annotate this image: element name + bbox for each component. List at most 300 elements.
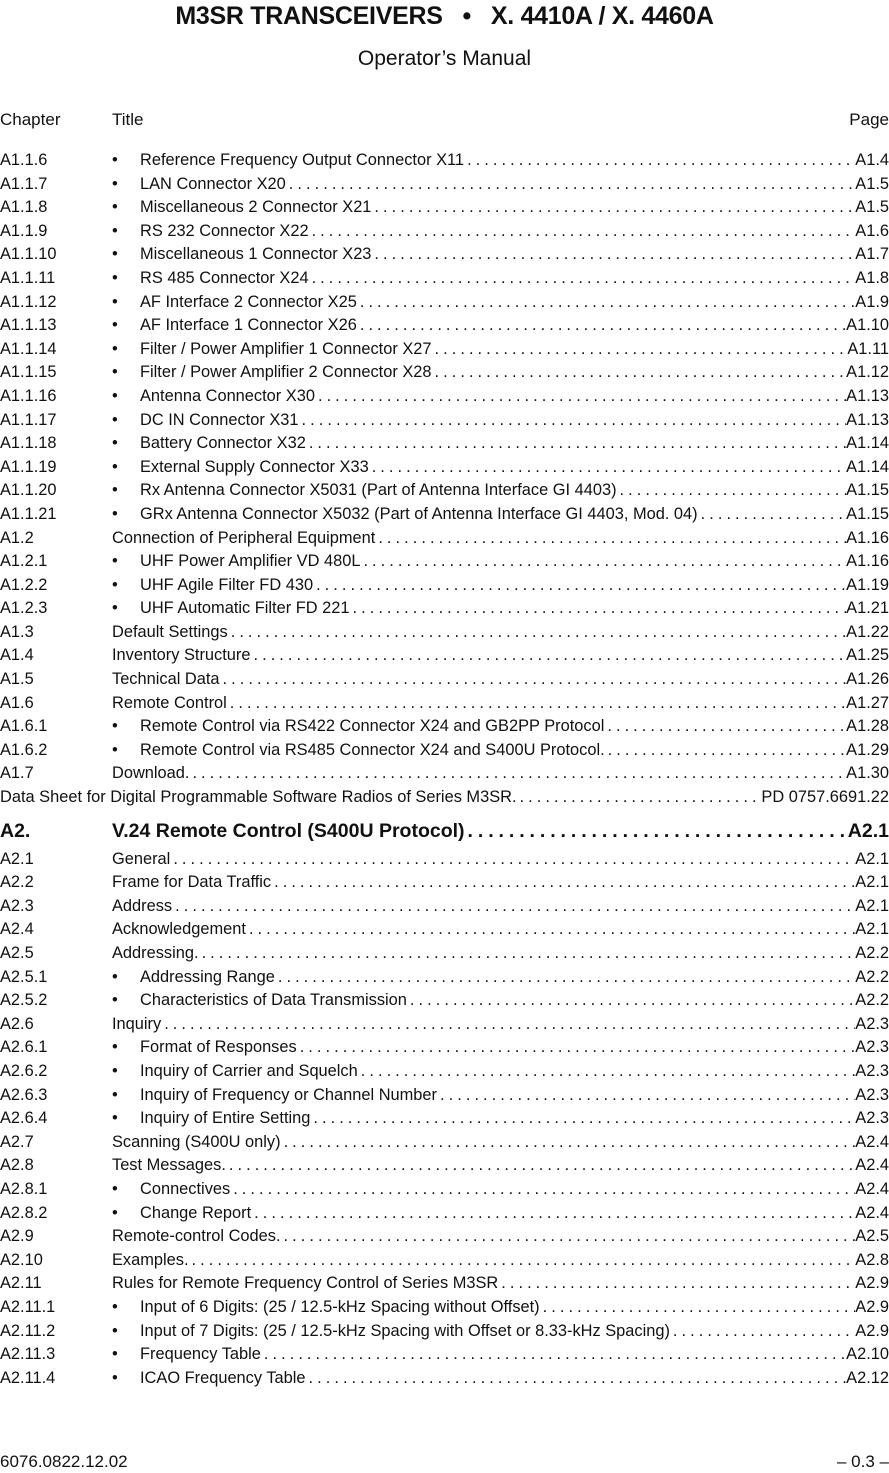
bullet-icon: • [112,386,118,405]
toc-entry[interactable] [0,1225,889,1249]
entry-title: Inventory Structure [112,646,251,665]
dot-leader [189,762,846,786]
dot-leader [299,409,847,433]
bullet-icon: • [112,1345,118,1364]
entry-title: Input of 6 Digits: (25 / 12.5-kHz Spacing without Offset) [140,1297,540,1316]
page-reference: A2.5 [855,1227,889,1246]
page-reference: A1.22 [846,622,889,641]
dot-leader [310,1107,855,1131]
toc-entry[interactable] [0,574,889,598]
entry-title: Acknowledgement [112,920,246,939]
toc-entry[interactable] [0,196,889,220]
page-reference: A2.3 [855,1109,889,1128]
chapter-number: A2.11.3 [0,1345,56,1364]
toc-entry[interactable] [0,1036,889,1060]
page-reference: A2.12 [846,1368,889,1387]
bullet-icon: • [112,599,118,618]
entry-title: Frequency Table [140,1345,261,1364]
bullet-icon: • [112,221,118,240]
entry-title: Technical Data [112,670,220,689]
dot-leader [309,220,856,244]
page-reference: A1.10 [846,316,889,335]
toc-entry[interactable] [0,1343,889,1367]
dot-leader [498,1272,855,1296]
chapter-number: A2.1 [0,849,34,868]
chapter-number: A1.2.1 [0,552,48,571]
chapter-number: A1.6.2 [0,740,48,759]
page-reference: A1.5 [855,198,889,217]
page-reference: A2.2 [855,967,889,986]
bullet-icon: • [112,339,118,358]
page-reference: A2.1 [847,819,889,842]
dot-leader [281,1225,856,1249]
dot-leader [199,942,856,966]
chapter-number: A2.11.2 [0,1321,56,1340]
dot-leader [375,527,846,551]
entry-title: Antenna Connector X30 [140,386,315,405]
bullet-icon: • [112,1085,118,1104]
chapter-number: A2.8 [0,1156,34,1175]
dot-leader [517,786,762,810]
toc-entry[interactable] [0,338,889,362]
toc-entry[interactable] [0,644,889,668]
entry-title: Inquiry of Entire Setting [140,1109,311,1128]
toc-entry[interactable] [0,814,889,848]
bullet-icon: • [112,292,118,311]
dot-leader [670,1320,855,1344]
entry-title: Connection of Peripheral Equipment [112,528,376,547]
entry-title: Input of 7 Digits: (25 / 12.5-kHz Spacing with Offset or 8.33-kHz Spacing) [140,1321,670,1340]
bullet-icon: • [112,363,118,382]
bullet-icon: • [112,198,118,217]
dot-leader [275,966,855,990]
toc-entry[interactable] [0,267,889,291]
page-reference: A2.2 [855,991,889,1010]
page-reference: A1.14 [846,434,889,453]
entry-title: Remote-control Codes. [112,1227,281,1246]
dot-leader [170,848,855,872]
column-header-chapter: Chapter [0,110,61,129]
page-reference: A2.2 [855,944,889,962]
toc-entry[interactable] [0,1202,889,1226]
dot-leader [369,456,846,480]
dot-leader [371,243,855,267]
dot-leader [357,314,846,338]
page-reference: A2.1 [855,873,889,892]
entry-title: Remote Control [112,693,227,712]
page-reference: A1.9 [855,292,889,311]
bullet-icon: • [112,1038,118,1057]
bullet-icon: • [112,1179,118,1198]
column-header-title: Title [112,110,144,129]
entry-title: AF Interface 1 Connector X26 [140,316,357,335]
page-reference: A2.1 [855,896,889,915]
dot-leader [286,173,856,197]
chapter-number: A2.6 [0,1014,34,1033]
page-reference: A1.26 [846,670,889,689]
toc-entry[interactable] [0,385,889,409]
entry-title: Inquiry of Carrier and Squelch [140,1061,358,1080]
dot-leader [172,895,855,919]
dot-leader [315,385,846,409]
chapter-number: A1.1.11 [0,268,56,287]
toc-entry[interactable] [0,550,889,574]
dot-leader [297,1036,856,1060]
bullet-icon: • [112,151,118,169]
bullet-icon: • [112,1109,118,1128]
dot-leader [306,432,846,456]
entry-title: External Supply Connector X33 [140,457,369,476]
footer-page-number: – 0.3 – [837,1452,889,1471]
entry-title: Change Report [140,1203,252,1222]
toc-entry[interactable] [0,989,889,1013]
toc-entry[interactable] [0,409,889,433]
toc-entry[interactable] [0,149,889,173]
dot-leader [605,739,846,763]
bullet-icon: • [112,552,118,571]
entry-title: Filter / Power Amplifier 2 Connector X28 [140,363,432,382]
page-reference: A1.13 [846,386,889,405]
chapter-number: A2.10 [0,1250,43,1269]
chapter-number: A1.4 [0,646,34,665]
entry-title: Reference Frequency Output Connector X11 [140,151,465,169]
page-reference: A1.5 [855,174,889,193]
page-reference: A1.13 [846,410,889,429]
toc-entry[interactable] [0,1272,889,1296]
entry-title: GRx Antenna Connector X5032 (Part of Antenna Interface GI 4403, Mod. 04) [140,504,698,523]
entry-title: Characteristics of Data Transmission [140,991,407,1010]
dot-leader [407,989,855,1013]
chapter-number: A1.5 [0,670,34,689]
chapter-number: A1.6 [0,693,34,712]
chapter-number: A2.2 [0,873,34,892]
bullet-icon: • [112,1368,118,1387]
toc-entry[interactable] [0,739,889,763]
bullet-icon: • [112,1203,118,1222]
bullet-icon: • [112,717,118,736]
chapter-number: A1.2 [0,528,34,547]
bullet-icon: • [112,410,118,429]
chapter-number: A2.11.1 [0,1297,56,1316]
document-subtitle: Operator’s Manual [357,47,532,70]
toc-entry[interactable] [0,1249,889,1273]
entry-title: Download. [112,764,190,783]
chapter-number: A1.3 [0,622,34,641]
chapter-number: A1.1.18 [0,434,57,453]
toc-entry[interactable] [0,456,889,480]
toc-entry[interactable] [0,1013,889,1037]
bullet-icon: • [112,1321,118,1340]
chapter-number: A2.8.1 [0,1179,48,1198]
dot-leader [432,338,848,362]
toc-entry[interactable] [0,243,889,267]
dot-leader [360,550,846,574]
toc-entry[interactable] [0,1060,889,1084]
toc-entry[interactable] [0,597,889,621]
entry-title: RS 232 Connector X22 [140,221,309,240]
page-reference: A1.30 [846,764,889,783]
page-reference: A2.3 [855,1061,889,1080]
bullet-icon: • [112,174,118,193]
page-reference: A1.25 [846,646,889,665]
toc-entry[interactable] [0,1178,889,1202]
chapter-number: A1.1.14 [0,339,57,358]
entry-title: Miscellaneous 1 Connector X23 [140,245,372,264]
toc-entry[interactable] [0,361,889,385]
toc-entry[interactable] [0,527,889,551]
entry-title: UHF Automatic Filter FD 221 [140,599,350,618]
bullet-icon: • [112,457,118,476]
page-reference: A2.3 [855,1085,889,1104]
page-reference: A2.10 [846,1345,889,1364]
document-title: M3SR TRANSCEIVERS • X. 4410A / X. 4460A [175,2,714,30]
dot-leader [261,1343,846,1367]
dot-leader [350,597,847,621]
page-reference: A2.3 [855,1014,889,1033]
page-reference: A1.16 [846,528,889,547]
chapter-number: A1.1.19 [0,457,57,476]
chapter-number: A2. [0,819,31,842]
dot-leader [230,1178,855,1202]
toc-entry[interactable] [0,1154,889,1178]
chapter-number: A2.4 [0,920,34,939]
toc-entry[interactable] [0,479,889,503]
page-reference: A2.1 [855,920,889,939]
dot-leader [271,871,855,895]
entry-title: Rules for Remote Frequency Control of Series M3SR [112,1274,499,1293]
page-reference: A2.8 [855,1250,889,1269]
chapter-number: A2.5 [0,944,34,962]
page-reference: A1.14 [846,457,889,476]
page-reference: A1.4 [855,151,889,169]
column-header-page: Page [849,110,889,129]
toc-entry[interactable] [0,503,889,527]
bullet-icon: • [112,268,118,287]
dot-leader [228,621,846,645]
chapter-number: A1.1.17 [0,410,57,429]
toc-entry[interactable] [0,762,889,786]
page-reference: A2.3 [855,1038,889,1057]
chapter-number: A2.6.4 [0,1109,48,1128]
page-reference: A2.4 [855,1203,889,1222]
page-reference: A1.15 [846,481,889,500]
page-reference: A1.28 [846,717,889,736]
dot-leader [540,1296,856,1320]
bullet-icon: • [112,740,118,759]
toc-entry[interactable] [0,786,889,810]
bullet-icon: • [112,1061,118,1080]
toc-entry[interactable] [0,1084,889,1108]
chapter-number: A1.1.16 [0,386,57,405]
toc-entry[interactable] [0,314,889,338]
page-reference: A1.8 [855,268,889,287]
page-reference: A1.12 [846,363,889,382]
entry-title: V.24 Remote Control (S400U Protocol) [112,819,465,842]
toc-entry[interactable] [0,942,889,966]
entry-title: RS 485 Connector X24 [140,268,309,287]
bullet-icon: • [112,434,118,453]
chapter-number: A2.5.1 [0,967,48,986]
toc-entry[interactable] [0,918,889,942]
dot-leader [306,1367,847,1391]
page-reference: A1.16 [846,552,889,571]
bullet-icon: • [112,991,118,1010]
entry-title: Inquiry [112,1014,162,1033]
entry-title: UHF Agile Filter FD 430 [140,575,314,594]
chapter-number: A2.11 [0,1274,42,1293]
dot-leader [432,361,847,385]
dot-leader [465,814,848,848]
chapter-number: A1.1.13 [0,316,57,335]
toc-entry[interactable] [0,173,889,197]
entry-title: General [112,849,171,868]
chapter-number: A2.5.2 [0,991,48,1010]
page-reference: A1.19 [846,575,889,594]
dot-leader [281,1131,856,1155]
entry-title: AF Interface 2 Connector X25 [140,292,357,311]
page-reference: A1.6 [855,221,889,240]
toc-entry[interactable] [0,668,889,692]
entry-title: DC IN Connector X31 [140,410,299,429]
dot-leader [251,1202,855,1226]
toc-entry[interactable] [0,895,889,919]
entry-title: Examples. [112,1250,189,1269]
chapter-number: A2.6.3 [0,1085,48,1104]
dot-leader [464,149,855,173]
entry-title: Addressing Range [140,967,275,986]
dot-leader [698,503,847,527]
chapter-number: A1.6.1 [0,717,48,736]
page-reference: PD 0757.6691.22 [761,788,889,807]
dot-leader [250,644,846,668]
chapter-number: A2.9 [0,1227,34,1246]
toc-entry[interactable] [0,1296,889,1320]
toc-entry[interactable] [0,1367,889,1391]
chapter-number: A2.6.2 [0,1061,48,1080]
page-reference: A1.15 [846,504,889,523]
page-reference: A2.4 [855,1179,889,1198]
chapter-number: A1.1.9 [0,221,48,240]
dot-leader [617,479,847,503]
dot-leader [357,291,855,315]
entry-title: Data Sheet for Digital Programmable Software Radios of Series M3SR. [0,788,517,807]
chapter-number: A1.1.21 [0,504,57,523]
dot-leader [246,918,855,942]
page-reference: A1.27 [846,693,889,712]
dot-leader [220,668,847,692]
entry-title: LAN Connector X20 [140,174,286,193]
entry-title: Addressing. [112,944,199,962]
chapter-number: A1.1.12 [0,292,57,311]
entry-title: Format of Responses [140,1038,297,1057]
bullet-icon: • [112,1297,118,1316]
chapter-number: A1.1.15 [0,363,57,382]
entry-title: Test Messages. [112,1156,226,1175]
chapter-number: A1.2.2 [0,575,48,594]
table-of-contents [0,149,889,1390]
page-reference: A1.11 [847,339,889,358]
chapter-number: A2.6.1 [0,1038,48,1057]
page-reference: A1.29 [846,740,889,759]
toc-entry[interactable] [0,692,889,716]
toc-entry[interactable] [0,871,889,895]
dot-leader [226,1154,855,1178]
entry-title: ICAO Frequency Table [140,1368,306,1387]
entry-title: Address [112,896,173,915]
chapter-number: A2.3 [0,896,34,915]
chapter-number: A1.2.3 [0,599,48,618]
chapter-number: A1.1.20 [0,481,57,500]
toc-entry[interactable] [0,432,889,456]
entry-title: Rx Antenna Connector X5031 (Part of Antenna Interface GI 4403) [140,481,617,500]
toc-entry[interactable] [0,848,889,872]
dot-leader [161,1013,855,1037]
toc-entry[interactable] [0,220,889,244]
bullet-icon: • [112,967,118,986]
entry-title: Frame for Data Traffic [112,873,272,892]
toc-entry[interactable] [0,621,889,645]
entry-title: Scanning (S400U only) [112,1132,281,1151]
entry-title: Battery Connector X32 [140,434,306,453]
entry-title: Filter / Power Amplifier 1 Connector X27 [140,339,432,358]
dot-leader [604,715,846,739]
dot-leader [437,1084,855,1108]
page-reference: A2.1 [855,849,889,868]
chapter-number: A2.8.2 [0,1203,48,1222]
toc-entry[interactable] [0,1131,889,1155]
dot-leader [358,1060,856,1084]
dot-leader [313,574,846,598]
chapter-number: A1.7 [0,764,34,783]
toc-entry[interactable] [0,966,889,990]
toc-entry[interactable] [0,1320,889,1344]
page-reference: A1.7 [855,245,889,264]
footer-doc-number: 6076.0822.12.02 [0,1452,128,1471]
bullet-icon: • [112,575,118,594]
page-reference: A1.21 [846,599,889,618]
dot-leader [189,1249,856,1273]
entry-title: Inquiry of Frequency or Channel Number [140,1085,438,1104]
entry-title: Remote Control via RS422 Connector X24 and GB2PP Protocol [140,717,605,736]
entry-title: Miscellaneous 2 Connector X21 [140,198,372,217]
dot-leader [371,196,855,220]
dot-leader [227,692,846,716]
entry-title: Default Settings [112,622,228,641]
entry-title: UHF Power Amplifier VD 480L [140,552,361,571]
toc-entry[interactable] [0,291,889,315]
bullet-icon: • [112,504,118,523]
page-reference: A2.4 [855,1156,889,1175]
toc-entry[interactable] [0,1107,889,1131]
chapter-number: A1.1.6 [0,151,48,169]
chapter-number: A2.11.4 [0,1368,56,1387]
page-reference: A2.9 [855,1321,889,1340]
toc-entry[interactable] [0,715,889,739]
bullet-icon: • [112,316,118,335]
dot-leader [309,267,856,291]
page-reference: A2.9 [855,1274,889,1293]
page-reference: A2.9 [855,1297,889,1316]
entry-title: Connectives [140,1179,231,1198]
entry-title: Remote Control via RS485 Connector X24 and S400U Protocol. [140,740,605,759]
chapter-number: A1.1.7 [0,174,48,193]
page-reference: A2.4 [855,1132,889,1151]
chapter-number: A1.1.10 [0,245,57,264]
bullet-icon: • [112,481,118,500]
chapter-number: A1.1.8 [0,198,48,217]
bullet-icon: • [112,245,118,264]
chapter-number: A2.7 [0,1132,34,1151]
